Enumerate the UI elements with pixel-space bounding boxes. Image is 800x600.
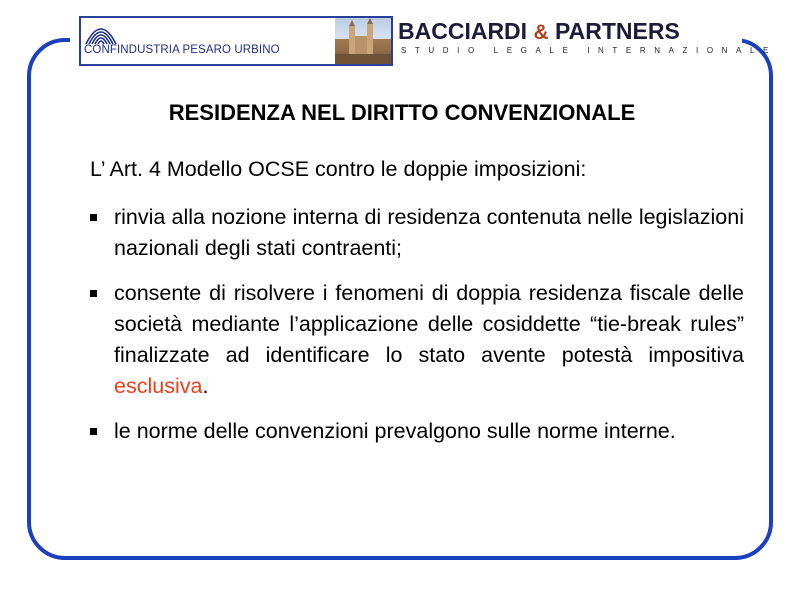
highlight-word: esclusiva bbox=[114, 374, 203, 398]
square-bullet-icon bbox=[90, 214, 97, 221]
square-bullet-icon bbox=[90, 428, 97, 435]
bullet-item: rinvia alla nozione interna di residenza contenuta nelle legislazioni nazionali degli stati contraenti; bbox=[88, 202, 744, 264]
square-bullet-icon bbox=[90, 290, 97, 297]
bacciardi-logo-title: BACCIARDI & PARTNERS bbox=[398, 18, 680, 44]
bullet-list bbox=[88, 202, 744, 461]
confindustria-logo-text: CONFINDUSTRIA PESARO URBINO bbox=[84, 44, 280, 56]
bullet-item: consente di risolvere i fenomeni di doppia residenza fiscale delle società mediante l’applicazione delle cosiddette “tie-break rules” finalizzate ad identificare lo stato avente potestà impositiva esclusiva. bbox=[88, 278, 744, 402]
palace-towers-icon bbox=[335, 18, 391, 64]
bacciardi-logo-subtitle: STUDIO LEGALE INTERNAZIONALE bbox=[401, 46, 777, 55]
bullet-item: le norme delle convenzioni prevalgono sulle norme interne. bbox=[88, 416, 744, 447]
building-photo bbox=[335, 18, 391, 64]
slide-title: RESIDENZA NEL DIRITTO CONVENZIONALE bbox=[168, 100, 636, 125]
slide-intro: L’ Art. 4 Modello OCSE contro le doppie imposizioni: bbox=[90, 157, 587, 181]
